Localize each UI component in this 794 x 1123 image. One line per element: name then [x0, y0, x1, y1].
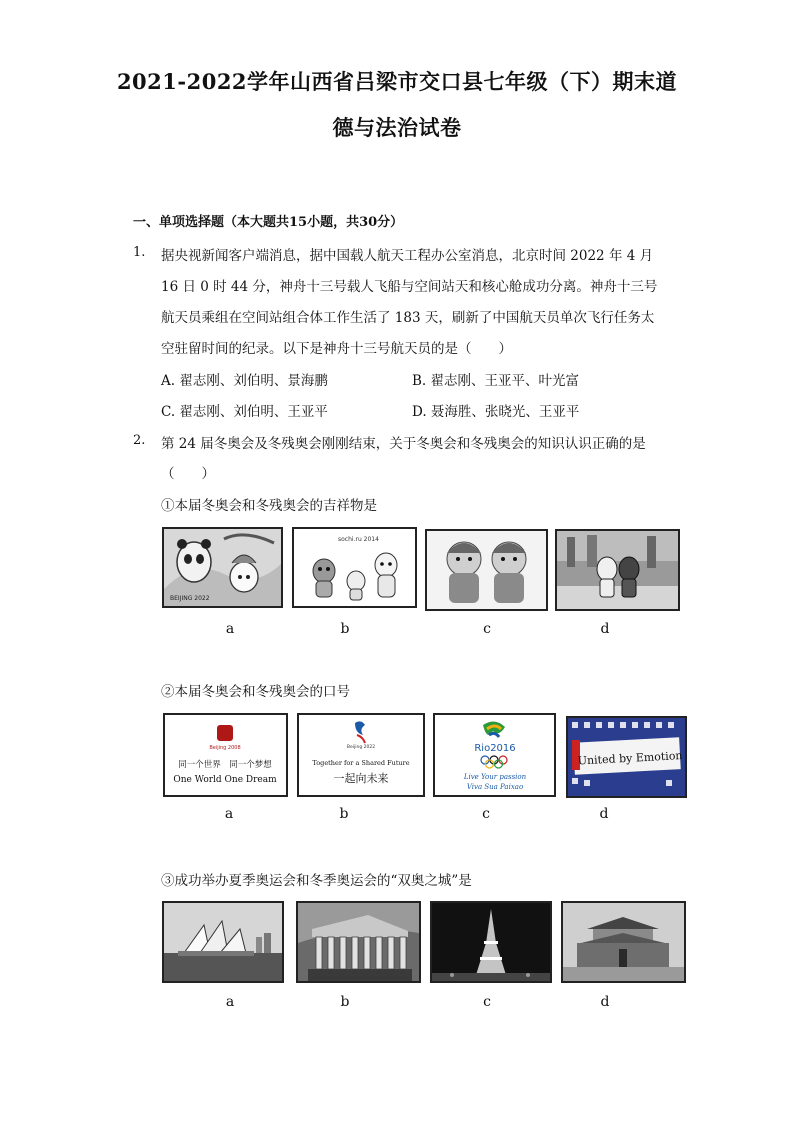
sub-question-2-label: ②本届冬奥会和冬残奥会的口号 — [161, 684, 350, 700]
city-image-b-athens[interactable] — [296, 901, 421, 983]
question-text-line: 据央视新闻客户端消息，据中国载人航天工程办公室消息，北京时间 2022 年 4 月 — [161, 248, 654, 264]
option-c[interactable]: C. 翟志刚、刘伯明、王亚平 — [161, 404, 328, 420]
rio-2016-logo-text: Rio2016 — [474, 743, 516, 754]
slogan-image-a[interactable] — [163, 713, 288, 797]
mascot-a-caption-text: BEIJING 2022 — [170, 595, 210, 602]
slogan-b-cn: 一起向未来 — [333, 772, 389, 785]
slogan-a-cn: 同一个世界 同一个梦想 — [178, 760, 272, 770]
mascot-image-c[interactable] — [425, 529, 548, 611]
caption-d: d — [600, 621, 610, 637]
question-number: 2. — [133, 433, 146, 448]
question-text-line: 航天员乘组在空间站组合体工作生活了 183 天，刷新了中国航天员单次飞行任务太 — [161, 310, 655, 326]
option-b[interactable]: B. 翟志刚、王亚平、叶光富 — [412, 373, 580, 389]
caption-a: a — [224, 806, 234, 822]
exam-title-line-2: 德与法治试卷 — [332, 115, 462, 140]
slogan-image-d[interactable] — [566, 716, 687, 798]
option-a[interactable]: A. 翟志刚、刘伯明、景海鹏 — [161, 373, 328, 389]
exam-title-line-1: 2021-2022学年山西省吕梁市交口县七年级（下）期末道 — [116, 69, 678, 94]
slogan-c-line2: Viva Sua Paixao — [466, 783, 524, 791]
mascot-image-d[interactable] — [555, 529, 680, 611]
question-text-line: 16 日 0 时 44 分，神舟十三号载人飞船与空间站天和核心舱成功分离。神舟十三号 — [161, 279, 658, 295]
slogan-image-b[interactable] — [297, 713, 425, 797]
sub-question-1-label: ①本届冬奥会和冬残奥会的吉祥物是 — [161, 498, 377, 514]
slogan-d-en: United by Emotion — [577, 749, 683, 768]
question-text-line: （ ） — [161, 466, 215, 482]
question-number: 1. — [133, 245, 146, 260]
beijing-2008-logo-text: Beijing 2008 — [209, 745, 241, 751]
slogan-b-en: Together for a Shared Future — [312, 759, 410, 767]
city-image-d-beijing[interactable] — [561, 901, 686, 983]
city-image-a-sydney[interactable] — [162, 901, 284, 983]
beijing-2022-logo-text: Beijing 2022 — [346, 745, 376, 750]
slogan-a-en: One World One Dream — [173, 775, 277, 785]
caption-b: b — [339, 806, 349, 822]
mascot-image-a[interactable] — [162, 527, 283, 608]
caption-a: a — [225, 621, 235, 637]
section-heading: 一、单项选择题（本大题共15小题，共30分） — [133, 215, 404, 230]
caption-c: c — [483, 621, 491, 637]
mascot-image-b[interactable] — [292, 527, 417, 608]
caption-d: d — [600, 994, 610, 1010]
caption-b: b — [340, 994, 350, 1010]
slogan-c-line1: Live Your passion — [463, 773, 527, 781]
option-d[interactable]: D. 聂海胜、张晓光、王亚平 — [412, 404, 580, 420]
caption-b: b — [340, 621, 350, 637]
city-image-c-tokyo[interactable] — [430, 901, 552, 983]
mascot-b-logo-text: sochi.ru 2014 — [338, 536, 379, 543]
caption-c: c — [482, 806, 490, 822]
caption-c: c — [483, 994, 491, 1010]
question-text-line: 第 24 届冬奥会及冬残奥会刚刚结束，关于冬奥会和冬残奥会的知识认识正确的是 — [161, 436, 646, 452]
caption-a: a — [225, 994, 235, 1010]
sub-question-3-label: ③成功举办夏季奥运会和冬季奥运会的“双奥之城”是 — [161, 873, 472, 889]
caption-d: d — [599, 806, 609, 822]
question-text-line: 空驻留时间的纪录。以下是神舟十三号航天员的是（ ） — [161, 341, 512, 357]
slogan-image-c[interactable] — [433, 713, 556, 797]
